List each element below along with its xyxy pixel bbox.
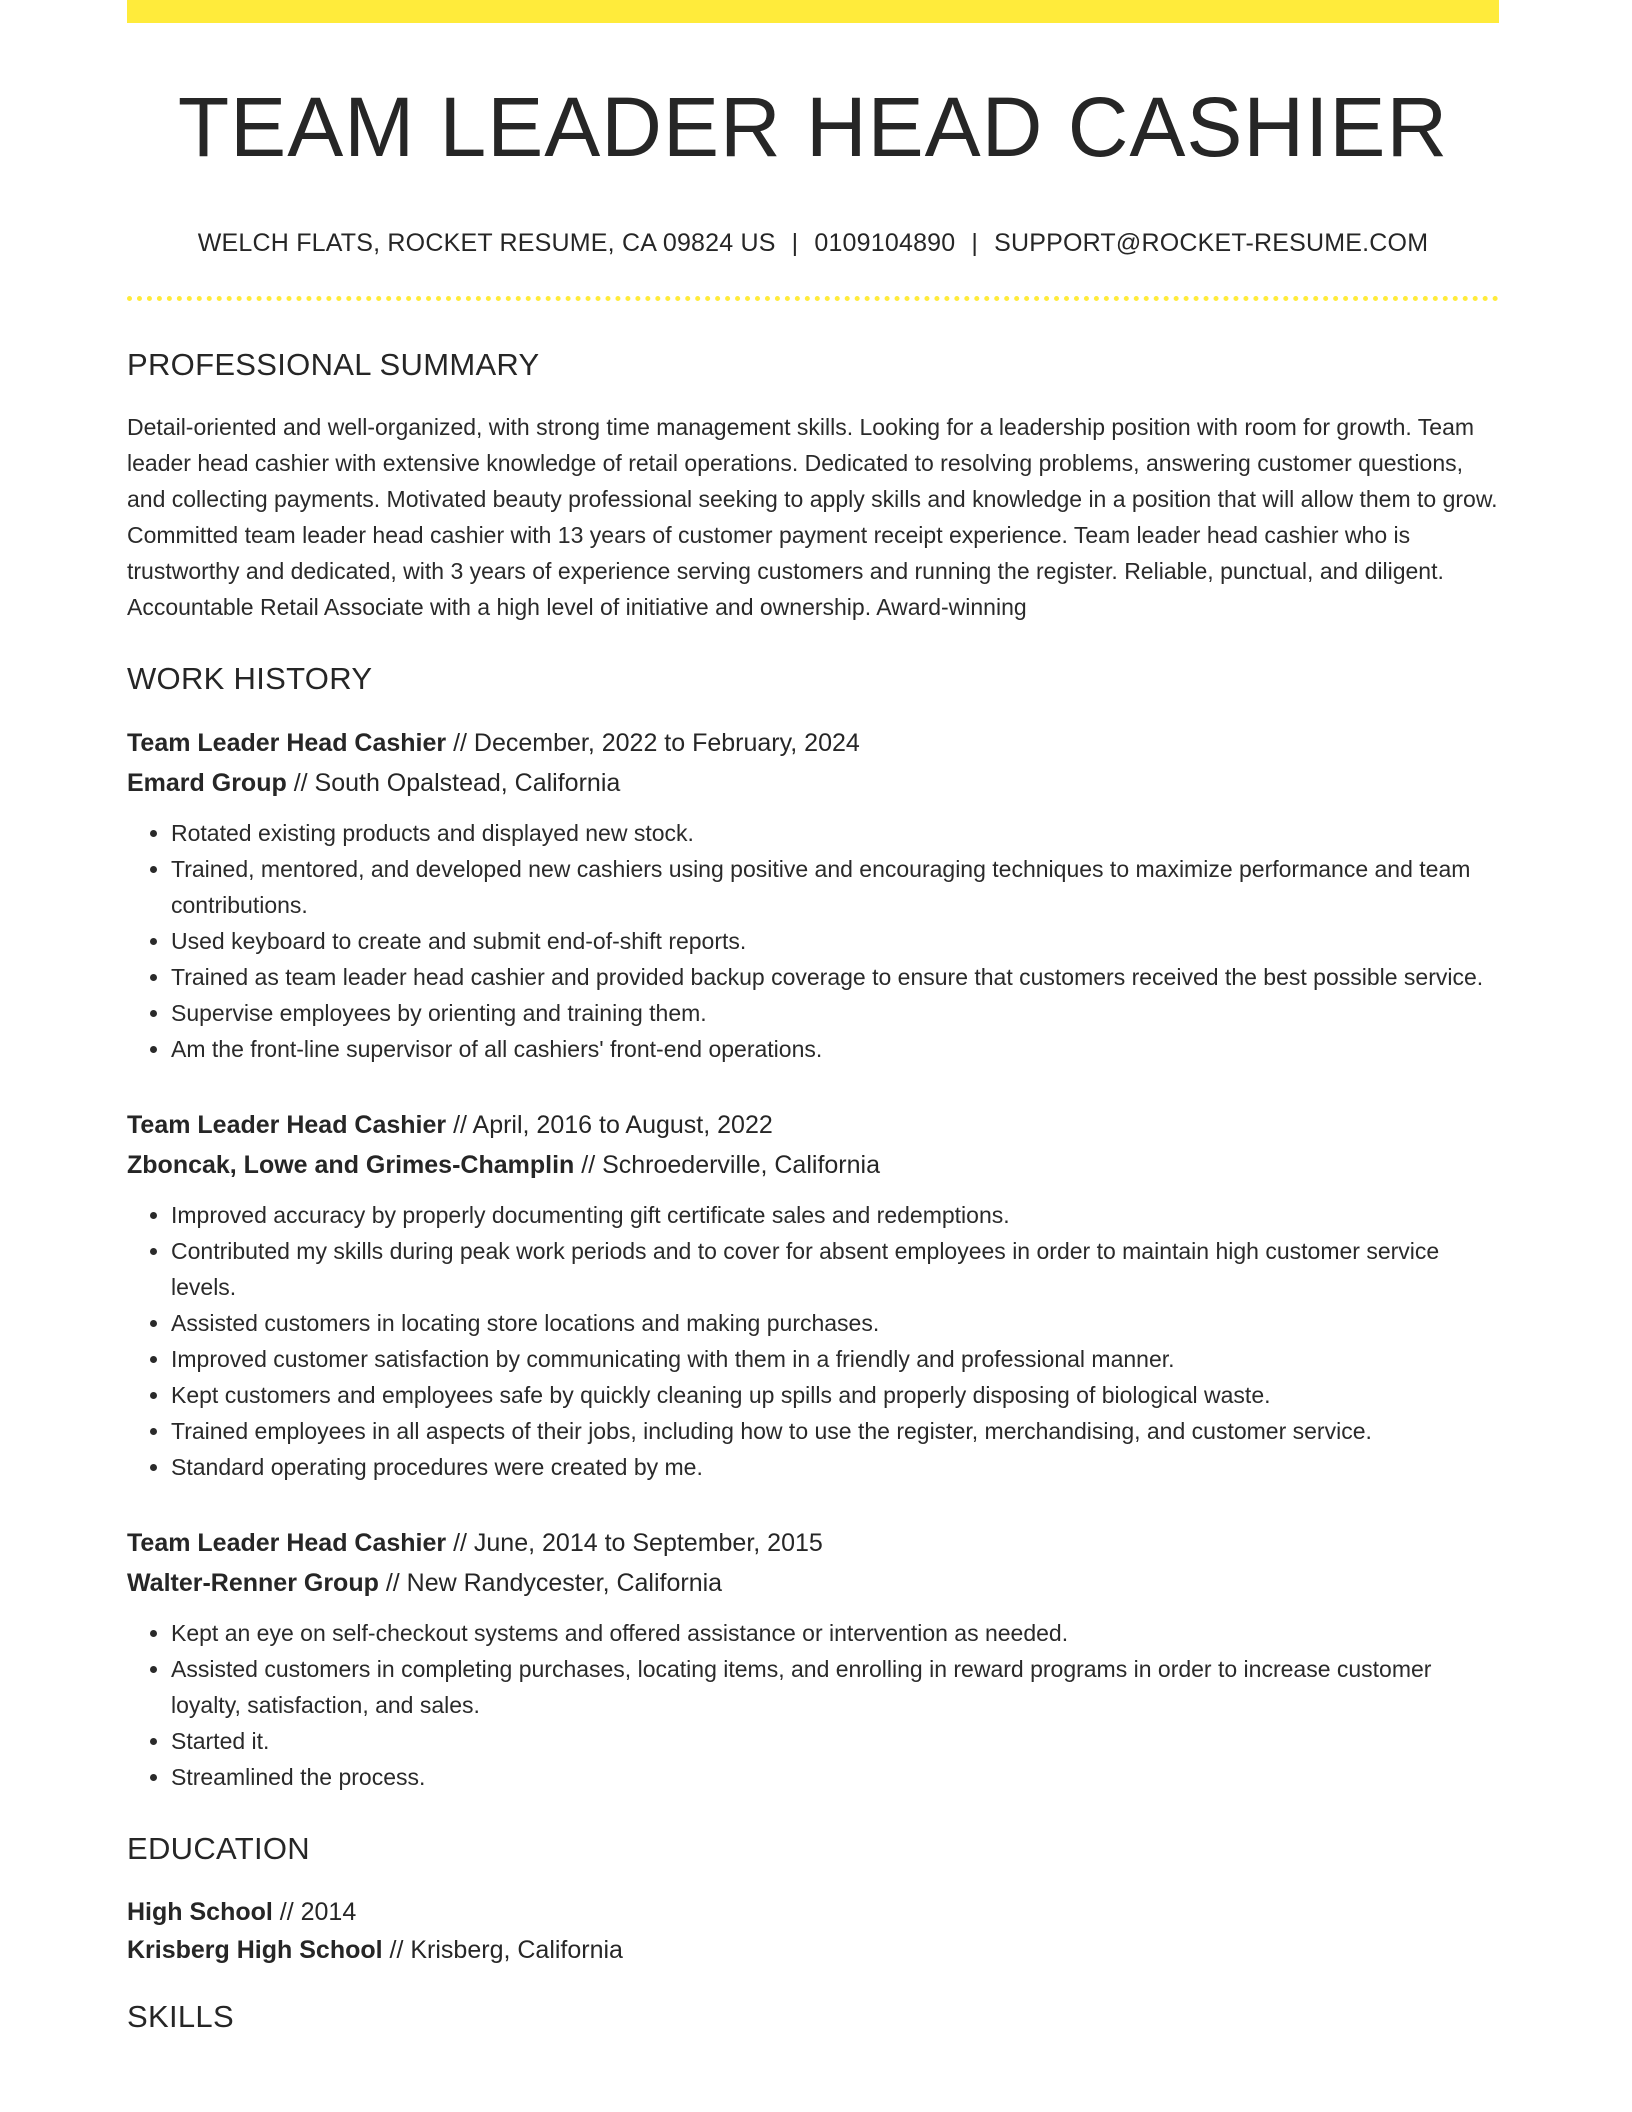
- education-degree: High School: [127, 1898, 273, 1927]
- skills-heading: SKILLS: [127, 1999, 234, 2035]
- list-item: • Supervise employees by orienting and training them.: [171, 995, 1499, 1031]
- list-item: • Trained employees in all aspects of their jobs, including how to use the register, merchandising, and customer service.: [171, 1413, 1499, 1449]
- job-company: Walter-Renner Group: [127, 1569, 379, 1598]
- job-role-line: [127, 723, 1499, 763]
- list-item: • Trained as team leader head cashier and provided backup coverage to ensure that customers received the best possible service.: [171, 959, 1499, 995]
- list-item: • Assisted customers in completing purchases, locating items, and enrolling in reward programs in order to increase customer loyalty, satisfaction, and sales.: [171, 1651, 1499, 1723]
- job-entry: [127, 723, 1499, 1067]
- education-heading: EDUCATION: [127, 1831, 310, 1867]
- education-school-line: [127, 1931, 1499, 1969]
- job-company: Emard Group: [127, 769, 287, 798]
- job-location: // New Randycester, California: [378, 1569, 723, 1598]
- job-dates: // April, 2016 to August, 2022: [446, 1111, 773, 1140]
- education-school: Krisberg High School: [127, 1936, 383, 1965]
- list-item: • Improved customer satisfaction by communicating with them in a friendly and professional manner.: [171, 1341, 1499, 1377]
- list-item: • Standard operating procedures were created by me.: [171, 1449, 1499, 1485]
- list-item: • Trained, mentored, and developed new cashiers using positive and encouraging techniques to maximize performance and team contributions.: [171, 851, 1499, 923]
- contact-phone: 0109104890: [814, 229, 956, 258]
- summary-heading: PROFESSIONAL SUMMARY: [127, 347, 540, 383]
- header-divider: [127, 296, 1499, 301]
- job-entry: [127, 1105, 1499, 1485]
- resume-page: [127, 0, 1499, 2035]
- contact-line: [127, 229, 1499, 258]
- accent-top-bar: [127, 0, 1499, 23]
- work-history-heading: WORK HISTORY: [127, 661, 373, 697]
- job-company-line: [127, 763, 1499, 803]
- list-item: • Rotated existing products and displayed new stock.: [171, 815, 1499, 851]
- job-role: Team Leader Head Cashier: [127, 729, 447, 758]
- contact-separator: |: [791, 229, 799, 258]
- education-entry: [127, 1893, 1499, 1969]
- job-role-line: [127, 1105, 1499, 1145]
- job-role: Team Leader Head Cashier: [127, 1111, 447, 1140]
- job-company-line: [127, 1563, 1499, 1603]
- candidate-name: TEAM LEADER HEAD CASHIER: [177, 80, 1449, 174]
- list-item: • Am the front-line supervisor of all cashiers' front-end operations.: [171, 1031, 1499, 1067]
- job-company-line: [127, 1145, 1499, 1185]
- job-bullets: [127, 815, 1499, 1067]
- list-item: • Kept an eye on self-checkout systems and offered assistance or intervention as needed.: [171, 1615, 1499, 1651]
- list-item: • Started it.: [171, 1723, 1499, 1759]
- job-role: Team Leader Head Cashier: [127, 1529, 447, 1558]
- contact-address: WELCH FLATS, ROCKET RESUME, CA 09824 US: [197, 229, 776, 258]
- list-item: • Assisted customers in locating store locations and making purchases.: [171, 1305, 1499, 1341]
- list-item: • Contributed my skills during peak work periods and to cover for absent employees in order to maintain high customer service levels.: [171, 1233, 1499, 1305]
- list-item: • Used keyboard to create and submit end-of-shift reports.: [171, 923, 1499, 959]
- education-year: // 2014: [272, 1898, 357, 1927]
- job-dates: // December, 2022 to February, 2024: [446, 729, 860, 758]
- job-dates: // June, 2014 to September, 2015: [446, 1529, 823, 1558]
- list-item: • Streamlined the process.: [171, 1759, 1499, 1795]
- job-role-line: [127, 1523, 1499, 1563]
- job-location: // Schroederville, California: [574, 1151, 880, 1180]
- list-item: • Kept customers and employees safe by quickly cleaning up spills and properly disposing of biological waste.: [171, 1377, 1499, 1413]
- contact-email: SUPPORT@ROCKET-RESUME.COM: [994, 229, 1429, 258]
- job-bullets: [127, 1615, 1499, 1795]
- job-bullets: [127, 1197, 1499, 1485]
- job-location: // South Opalstead, California: [286, 769, 621, 798]
- education-location: // Krisberg, California: [382, 1936, 623, 1965]
- list-item: • Improved accuracy by properly documenting gift certificate sales and redemptions.: [171, 1197, 1499, 1233]
- job-company: Zboncak, Lowe and Grimes-Champlin: [127, 1151, 575, 1180]
- education-degree-line: [127, 1893, 1499, 1931]
- job-entry: [127, 1523, 1499, 1795]
- contact-separator: |: [971, 229, 979, 258]
- summary-text: Detail-oriented and well-organized, with strong time management skills. Looking for a leadership position with room for growth. Team leader head cashier with extensive knowledge of retail operations. Dedicated to resolving problems, answering customer questions, and collecting payments. Motivated beauty professional seeking to apply skills and knowledge in a position that will allow them to grow. Committed team leader head cashier with 13 years of customer payment receipt experience. Team leader head cashier who is trustworthy and dedicated, with 3 years of experience serving customers and running the register. Reliable, punctual, and diligent. Accountable Retail Associate with a high level of initiative and ownership. Award-winning: [127, 414, 1498, 621]
